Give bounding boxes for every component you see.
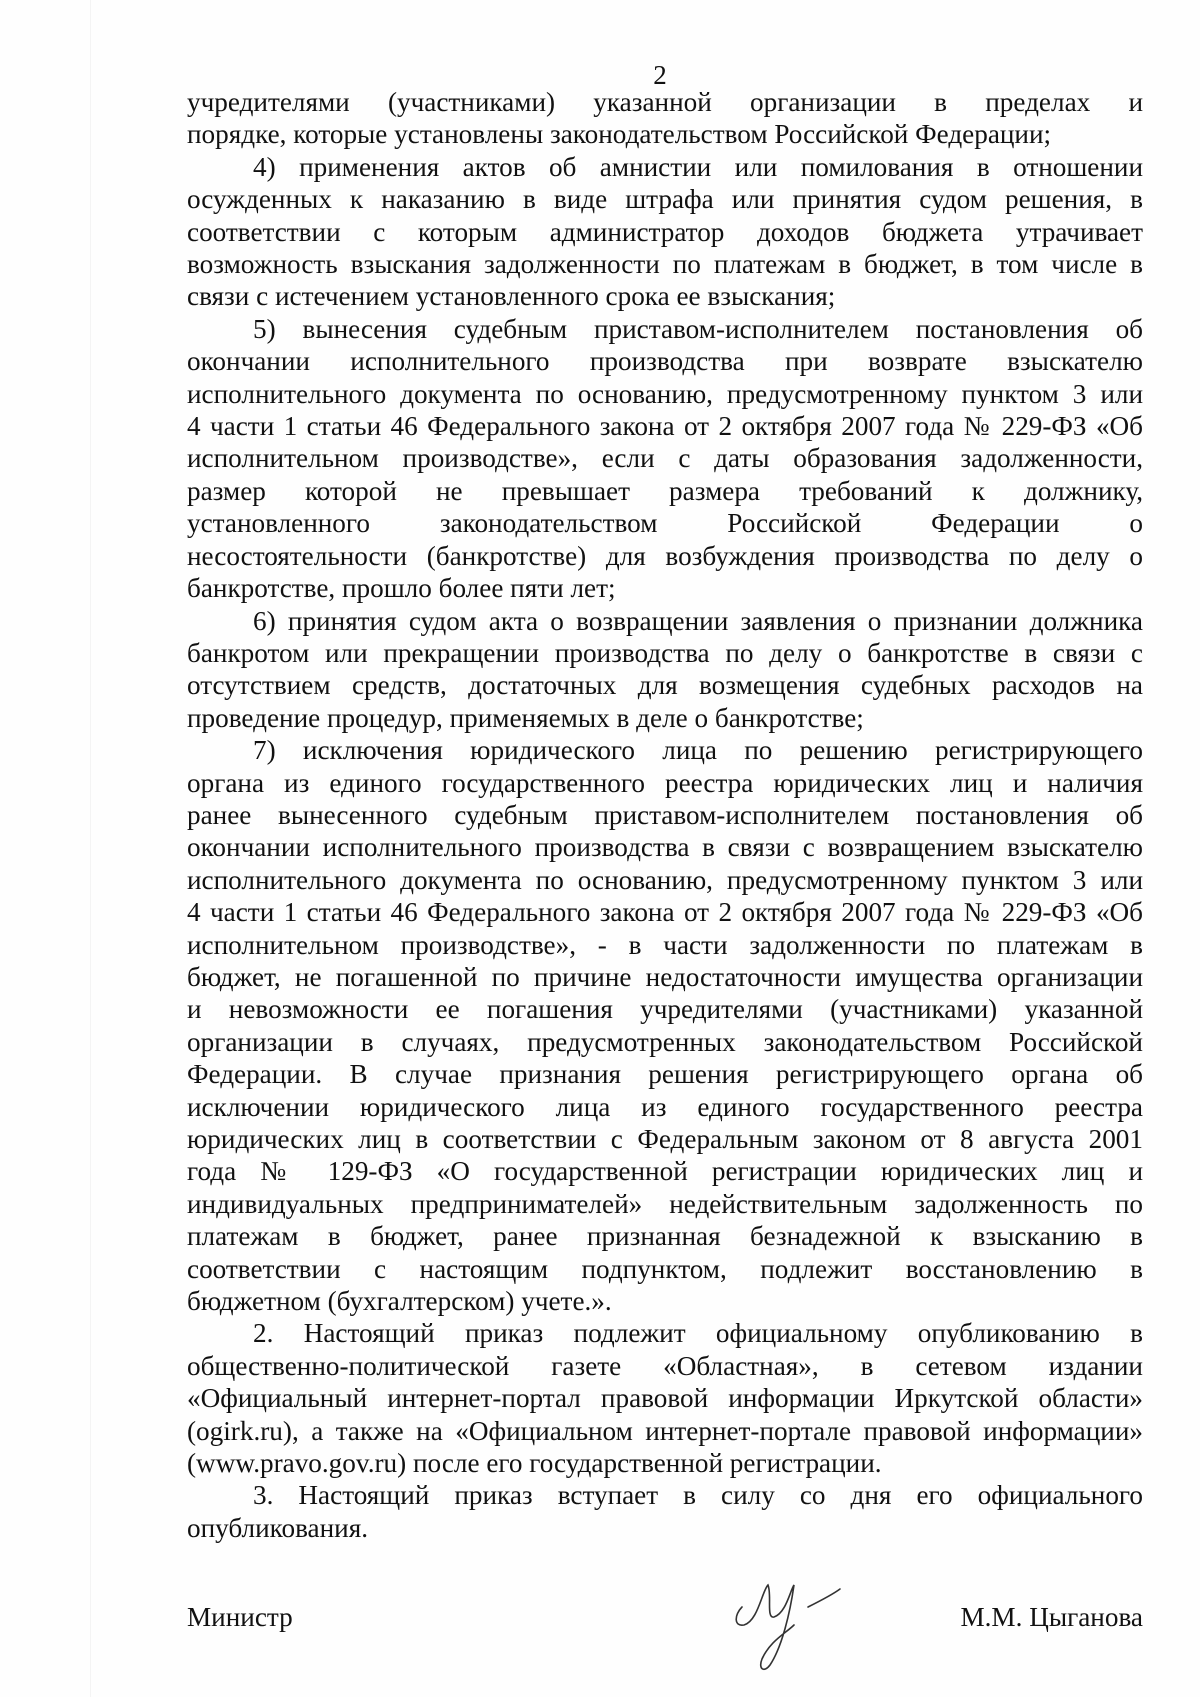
paragraph-5-line-4: (www.pravo.gov.ru) после его государственной регистрации. [187, 1448, 882, 1479]
paragraph-1-line-1: осужденных к наказанию в виде штрафа или принятия судом решения, в [187, 184, 1143, 215]
signatory-title: Министр [187, 1602, 293, 1632]
paragraph-1-line-2: соответствии с которым администратор доходов бюджета утрачивает [187, 216, 1143, 247]
paragraph-4-line-13: года № 129-ФЗ «О государственной регистрации юридических лиц и [187, 1156, 1143, 1187]
page-number: 2 [653, 60, 667, 90]
paragraph-2-line-0: 5) вынесения судебным приставом-исполнителем постановления об [253, 313, 1143, 344]
signatory-name: М.М. Цыганова [960, 1602, 1143, 1632]
paragraph-1-line-0: 4) применения актов об амнистии или помилования в отношении [253, 151, 1143, 182]
paragraph-4-line-1: органа из единого государственного реестра юридических лиц и наличия [187, 767, 1143, 798]
paragraph-5-line-1: общественно-политической газете «Областная», в сетевом издании [187, 1350, 1143, 1381]
paragraph-2-line-7: несостоятельности (банкротстве) для возбуждения производства по делу о [187, 540, 1143, 571]
paragraph-6-line-1: опубликования. [187, 1512, 369, 1543]
paragraph-4-line-12: юридических лиц в соответствии с Федеральным законом от 8 августа 2001 [187, 1124, 1143, 1154]
paragraph-4-line-17: бюджетном (бухгалтерском) учете.». [187, 1286, 612, 1317]
paragraph-1-line-3: возможность взыскания задолженности по платежам в бюджет, в том числе в [187, 249, 1143, 280]
paragraph-4-line-9: организации в случаях, предусмотренных законодательством Российской [187, 1026, 1143, 1057]
paragraph-4-line-2: ранее вынесенного судебным приставом-исполнителем постановления об [187, 799, 1143, 830]
paragraph-4-line-10: Федерации. В случае признания решения регистрирующего органа об [187, 1059, 1143, 1090]
paragraph-4-line-3: окончании исполнительного производства в связи с возвращением взыскателю [187, 832, 1143, 863]
paragraph-2-line-3: 4 части 1 статьи 46 Федерального закона от 2 октября 2007 года № 229-ФЗ «Об [187, 411, 1143, 442]
paragraph-2-line-8: банкротстве, прошло более пяти лет; [187, 573, 616, 604]
paragraph-4-line-6: исполнительном производстве», - в части задолженности по платежам в [187, 929, 1143, 960]
paragraph-5-line-3: (ogirk.ru), а также на «Официальном интернет-портале правовой информации» [187, 1415, 1143, 1446]
paragraph-5-line-2: «Официальный интернет-портал правовой информации Иркутской области» [187, 1383, 1143, 1414]
paragraph-4-line-11: исключении юридического лица из единого государственного реестра [187, 1091, 1143, 1122]
paragraph-4-line-5: 4 части 1 статьи 46 Федерального закона от 2 октября 2007 года № 229-ФЗ «Об [187, 897, 1143, 928]
document-body [187, 86, 1143, 1544]
paragraph-3-line-3: проведение процедур, применяемых в деле о банкротстве; [187, 702, 864, 733]
paragraph-4-line-4: исполнительного документа по основанию, предусмотренному пунктом 3 или [187, 864, 1143, 895]
paragraph-4-line-15: платежам в бюджет, ранее признанная безнадежной к взысканию в [187, 1221, 1143, 1252]
paragraph-2-line-1: окончании исполнительного производства при возврате взыскателю [187, 346, 1143, 377]
paragraph-6-line-0: 3. Настоящий приказ вступает в силу со дня его официального [253, 1480, 1143, 1511]
paragraph-2-line-5: размер которой не превышает размера требований к должнику, [187, 475, 1143, 506]
signature-block [187, 1601, 1143, 1641]
paragraph-0-line-0: учредителями (участниками) указанной организации в пределах и [187, 87, 1143, 117]
paragraph-4-line-8: и невозможности ее погашения учредителями (участниками) указанной [187, 994, 1143, 1025]
paragraph-3-line-1: банкротом или прекращении производства по делу о банкротстве в связи с [187, 637, 1143, 668]
paragraph-4-line-14: индивидуальных предпринимателей» недействительным задолженность по [187, 1188, 1143, 1219]
paragraph-2-line-6: установленного законодательством Российской Федерации о [187, 508, 1143, 539]
paragraph-5-line-0: 2. Настоящий приказ подлежит официальному опубликованию в [253, 1318, 1143, 1349]
paragraph-2-line-2: исполнительного документа по основанию, предусмотренному пунктом 3 или [187, 378, 1143, 409]
paragraph-4-line-7: бюджет, не погашенной по причине недостаточности имущества организации [187, 961, 1143, 992]
paragraph-2-line-4: исполнительном производстве», если с даты образования задолженности, [187, 443, 1143, 474]
paragraph-4-line-0: 7) исключения юридического лица по решению регистрирующего [253, 735, 1143, 766]
paragraph-0-line-1: порядке, которые установлены законодательством Российской Федерации; [187, 119, 1052, 150]
paragraph-3-line-2: отсутствием средств, достаточных для возмещения судебных расходов на [187, 670, 1143, 701]
paragraph-1-line-4: связи с истечением установленного срока ее взыскания; [187, 281, 836, 312]
scan-edge [90, 0, 91, 1697]
paragraph-3-line-0: 6) принятия судом акта о возвращении заявления о признании должника [253, 605, 1143, 636]
paragraph-4-line-16: соответствии с настоящим подпунктом, подлежит восстановлению в [187, 1253, 1143, 1284]
